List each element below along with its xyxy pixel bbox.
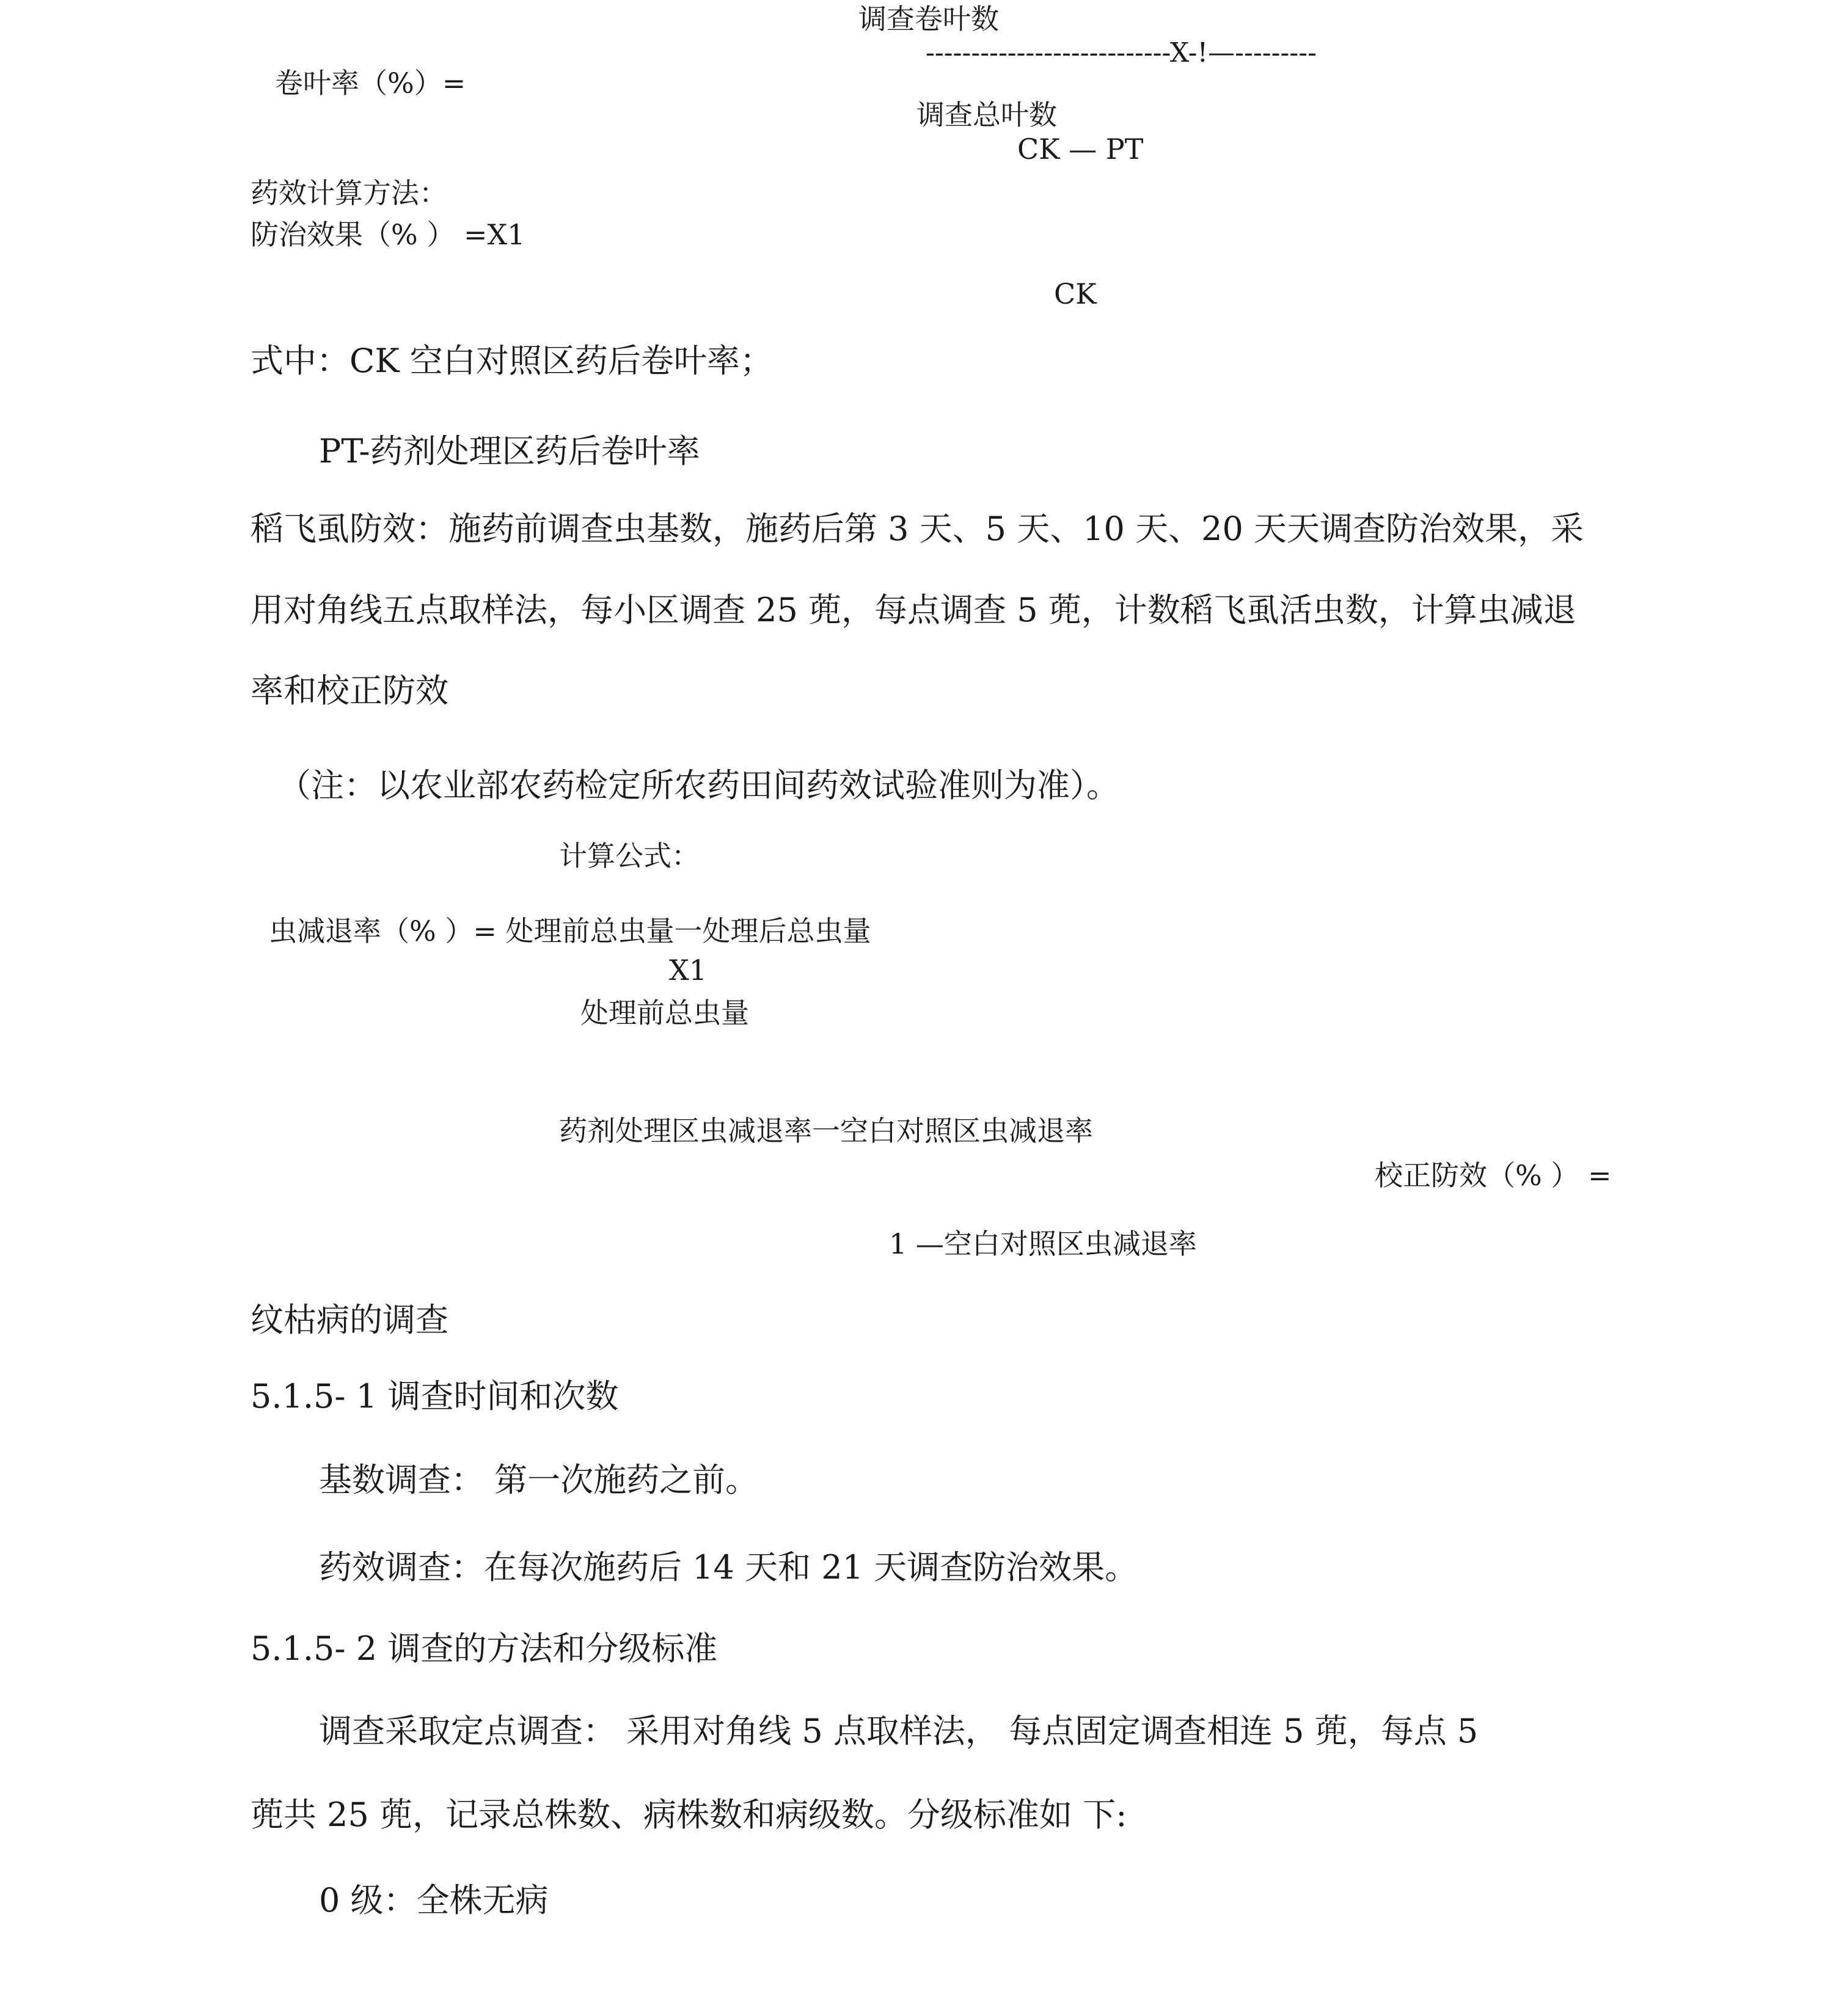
method-line-2: 蔸共 25 蔸，记录总株数、病株数和病级数。分级标准如 下: — [251, 1795, 1127, 1834]
leaf-roll-fraction-line: ---------------------------X-!—--------- — [926, 37, 1317, 68]
planthopper-line-2: 用对角线五点取样法，每小区调查 25 蔸，每点调查 5 蔸，计数稻飞虱活虫数，计算虫减退 — [251, 591, 1576, 629]
efficacy-method-title: 药效计算方法： — [251, 177, 447, 210]
section-5-1-5-2-heading: 5.1.5- 2 调查的方法和分级标准 — [251, 1629, 718, 1668]
formula-title: 计算公式： — [559, 839, 700, 872]
efficacy-survey-text: 药效调查：在每次施药后 14 天和 21 天调查防治效果。 — [319, 1548, 1138, 1587]
section-5-1-5-1-heading: 5.1.5- 1 调查时间和次数 — [251, 1377, 619, 1415]
efficacy-denominator: CK — [1054, 277, 1097, 310]
reduction-rate-x1: X1 — [669, 954, 708, 987]
sheath-blight-heading: 纹枯病的调查 — [251, 1301, 448, 1339]
efficacy-numerator: CK — PT — [1017, 133, 1144, 166]
leaf-roll-label: 卷叶率（%）= — [275, 67, 466, 100]
planthopper-line-1: 稻飞虱防效：施药前调查虫基数，施药后第 3 天、5 天、10 天、20 天天调查防治效果，采 — [251, 509, 1584, 548]
corrected-efficacy-label: 校正防效（% ） = — [1375, 1159, 1612, 1192]
planthopper-line-3: 率和校正防效 — [251, 671, 448, 710]
grade-0-text: 0 级：全株无病 — [319, 1881, 549, 1919]
reduction-rate-denominator: 处理前总虫量 — [580, 996, 749, 1029]
definition-ck: 式中：CK 空白对照区药后卷叶率； — [251, 341, 773, 380]
leaf-roll-numerator: 调查卷叶数 — [858, 2, 999, 35]
efficacy-label: 防治效果（% ） =X1 — [251, 218, 525, 251]
reduction-rate-label: 虫减退率（% ）= 处理前总虫量一处理后总虫量 — [269, 915, 871, 948]
base-survey-text: 基数调查： 第一次施药之前。 — [319, 1461, 759, 1499]
leaf-roll-denominator: 调查总叶数 — [916, 98, 1057, 131]
definition-pt: PT-药剂处理区药后卷叶率 — [319, 432, 700, 470]
method-line-1: 调查采取定点调查： 采用对角线 5 点取样法， 每点固定调查相连 5 蔸，每点 5 — [319, 1712, 1479, 1750]
planthopper-note: （注：以农业部农药检定所农药田间药效试验准则为准）。 — [278, 766, 1119, 805]
corrected-efficacy-denominator: 1 —空白对照区虫减退率 — [889, 1227, 1197, 1260]
corrected-efficacy-numerator: 药剂处理区虫减退率一空白对照区虫减退率 — [559, 1114, 1093, 1147]
